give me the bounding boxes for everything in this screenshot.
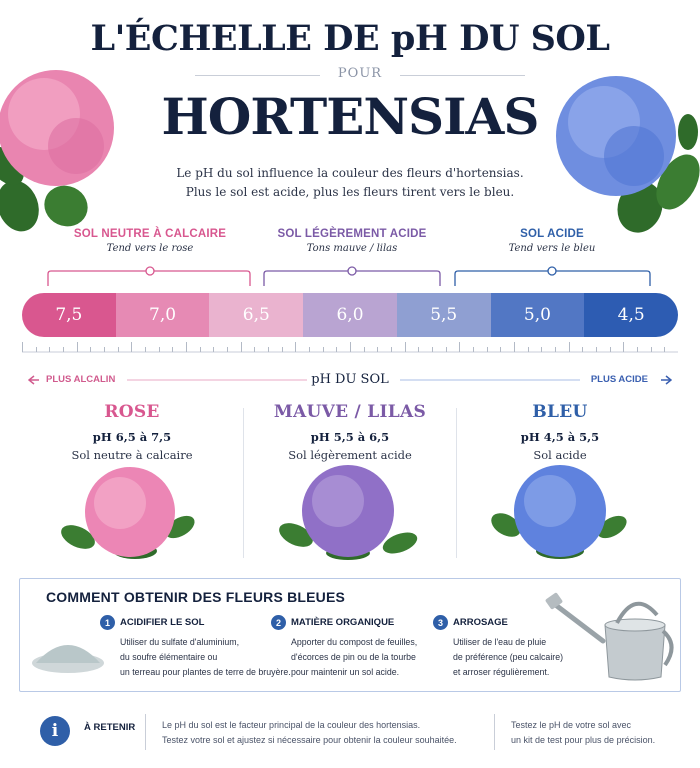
zone-subtitle: Tons mauve / lilas xyxy=(306,243,398,254)
step-desc xyxy=(291,635,456,680)
bracket-dot-neutral xyxy=(146,267,154,275)
column-mauve xyxy=(240,402,460,462)
ph-scale-bar xyxy=(22,293,678,337)
watering-can-icon xyxy=(545,585,677,687)
footer-divider xyxy=(145,714,146,750)
divider-line-right xyxy=(400,75,525,76)
step-number: 2 xyxy=(271,615,286,630)
zone-slightly-acid xyxy=(252,228,452,254)
column-name: ROSE xyxy=(104,402,160,422)
step-desc-line: Utiliser du sulfate d'aluminium, xyxy=(120,637,240,647)
zone-acid xyxy=(452,228,652,254)
blue-hydrangea-image xyxy=(548,72,700,242)
column-desc: Sol acide xyxy=(533,448,587,462)
column-desc: Sol légèrement acide xyxy=(288,448,412,462)
zone-title: SOL LÉGÈREMENT ACIDE xyxy=(277,228,427,240)
step-desc-line: de préférence (peu calcaire) xyxy=(453,652,564,662)
rose-hydrangea-image xyxy=(60,465,200,560)
ph-segment: 5,0 xyxy=(491,293,585,337)
soil-sulfate-image xyxy=(30,629,106,675)
zone-neutral xyxy=(50,228,250,254)
blue-hydrangea-image xyxy=(490,465,630,560)
step-desc-line: d'écorces de pin ou de la tourbe xyxy=(291,652,416,662)
pink-hydrangea-image xyxy=(0,56,126,236)
ph-segment: 7,5 xyxy=(22,293,116,337)
step-desc xyxy=(120,635,291,680)
column-range: pH 6,5 à 7,5 xyxy=(92,430,172,444)
column-bleu xyxy=(450,402,670,462)
axis-left-label: PLUS ALCALIN xyxy=(46,374,116,385)
footer-text-line: Le pH du sol est le facteur principal de la couleur des hortensias. xyxy=(162,720,421,730)
step-title: MATIÈRE ORGANIQUE xyxy=(291,617,395,628)
zone-brackets xyxy=(0,262,700,294)
ph-segment: 7,0 xyxy=(116,293,210,337)
tips-box xyxy=(19,578,681,692)
footer-divider xyxy=(494,714,495,750)
page-title-line2: HORTENSIAS xyxy=(161,87,539,146)
ph-segment: 4,5 xyxy=(584,293,678,337)
step-title: ARROSAGE xyxy=(453,617,508,628)
ph-axis xyxy=(22,372,678,388)
step-number: 1 xyxy=(100,615,115,630)
arrow-right-icon xyxy=(660,375,672,385)
pour-label: POUR xyxy=(337,66,383,81)
footer-label: À RETENIR xyxy=(84,722,136,733)
zone-subtitle: Tend vers le bleu xyxy=(508,243,596,254)
ph-segment: 5,5 xyxy=(397,293,491,337)
column-desc: Sol neutre à calcaire xyxy=(71,448,193,462)
footer-text-line: Testez votre sol et ajustez si nécessaire pour obtenir la couleur souhaitée. xyxy=(162,735,457,745)
ph-segment: 6,5 xyxy=(209,293,303,337)
footer-text-line: un kit de test pour plus de précision. xyxy=(511,735,656,745)
column-rose xyxy=(22,402,242,462)
column-name: BLEU xyxy=(532,402,588,422)
zone-title: SOL ACIDE xyxy=(520,228,584,240)
column-name: MAUVE / LILAS xyxy=(273,402,427,422)
ph-scale-ticks xyxy=(22,340,678,358)
footer-text-tip xyxy=(511,718,691,748)
footer-text-line: Testez le pH de votre sol avec xyxy=(511,720,632,730)
step-number: 3 xyxy=(433,615,448,630)
step-desc-line: pour maintenir un sol acide. xyxy=(291,667,400,677)
ph-segment: 6,0 xyxy=(303,293,397,337)
footer xyxy=(0,700,700,768)
step-desc-line: Apporter du compost de feuilles, xyxy=(291,637,418,647)
axis-line-right xyxy=(400,379,580,381)
intro-line1: Le pH du sol influence la couleur des fleurs d'hortensias. xyxy=(176,166,524,180)
bracket-dot-slightly-acid xyxy=(348,267,356,275)
intro-line2: Plus le sol est acide, plus les fleurs tirent vers le bleu. xyxy=(185,185,515,199)
step-desc-line: Utiliser de l'eau de pluie xyxy=(453,637,547,647)
column-range: pH 4,5 à 5,5 xyxy=(520,430,600,444)
page-title-line1: L'ÉCHELLE DE pH DU SOL xyxy=(90,18,610,59)
mauve-hydrangea-image xyxy=(278,465,418,560)
tips-title: COMMENT OBTENIR DES FLEURS BLEUES xyxy=(46,589,346,605)
column-range: pH 5,5 à 6,5 xyxy=(310,430,390,444)
bracket-dot-acid xyxy=(548,267,556,275)
step-desc-line: et arroser régulièrement. xyxy=(453,667,550,677)
axis-center-label: pH DU SOL xyxy=(311,372,389,387)
step-desc-line: un terreau pour plantes de terre de bruyère. xyxy=(120,667,291,677)
pour-divider xyxy=(195,66,525,86)
step-desc-line: du soufre élémentaire ou xyxy=(120,652,218,662)
intro-text xyxy=(150,164,550,202)
zone-title: SOL NEUTRE À CALCAIRE xyxy=(73,228,227,240)
step-title: ACIDIFIER LE SOL xyxy=(120,617,205,628)
axis-right-label: PLUS ACIDE xyxy=(590,374,648,385)
zone-subtitle: Tend vers le rose xyxy=(106,243,194,254)
footer-text-main xyxy=(162,718,482,748)
info-icon: i xyxy=(40,716,70,746)
